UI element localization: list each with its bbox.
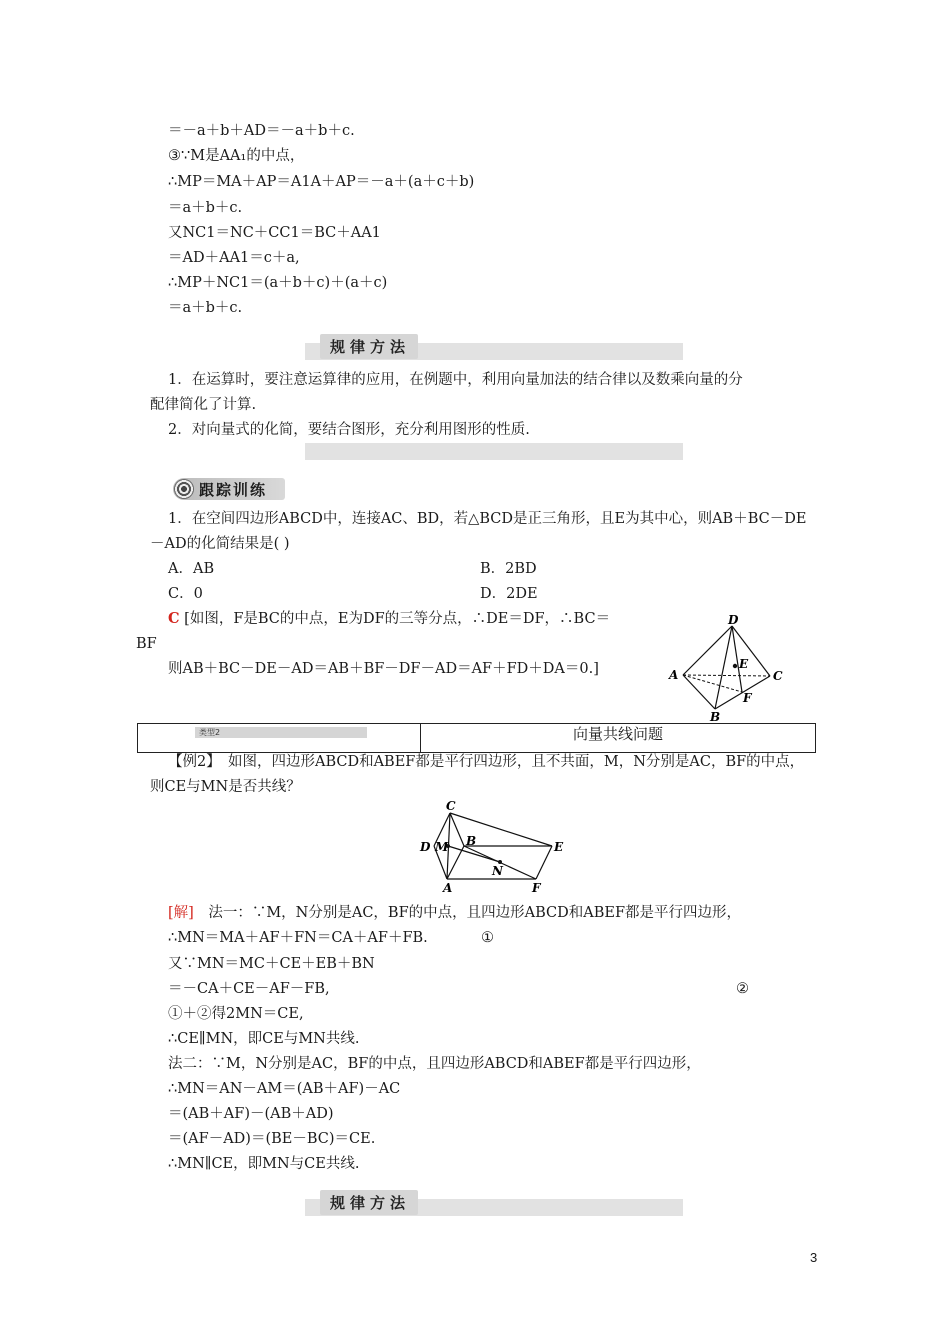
solution-line: ＝(AB＋AF)－(AB＋AD) <box>168 1106 334 1122</box>
option-d: D．2DE <box>480 586 538 602</box>
rule-text: 配律简化了计算. <box>150 397 257 413</box>
example-text: 【例2】 如图，四边形ABCD和ABEF都是平行四边形，且不共面，M，N分别是AC，BF的中点， <box>168 754 805 770</box>
target-icon <box>174 479 194 499</box>
solution-line <box>168 903 741 923</box>
solution-text: BF <box>136 636 157 652</box>
label-A: A <box>669 668 679 682</box>
option-c: C．0 <box>168 586 203 602</box>
derivation-line: 又NC1＝NC＋CC1＝BC＋AA1 <box>168 225 381 241</box>
hidden-edge-AC <box>683 675 770 676</box>
rule-text: 2．对向量式的化简，要结合图形，充分利用图形的性质. <box>168 422 530 438</box>
option-b: B．2BD <box>480 561 537 577</box>
solution-line: ∴MN＝MA＋AF＋FN＝CA＋AF＋FB. <box>168 930 428 946</box>
page-number: 3 <box>810 1250 818 1265</box>
solution-line: ∴MN∥CE，即MN与CE共线. <box>168 1156 360 1172</box>
section-bar <box>305 443 683 460</box>
point-E <box>733 664 737 668</box>
type-box-left <box>138 724 421 752</box>
edge-DC <box>732 626 770 676</box>
label-M: M <box>435 840 449 854</box>
rule-text: 1．在运算时，要注意运算律的应用，在例题中，利用向量加法的结合律以及数乘向量的分 <box>168 372 743 388</box>
label-E: E <box>554 840 564 854</box>
type-box <box>137 723 816 753</box>
label-B: B <box>710 710 721 724</box>
label-F: F <box>532 881 541 895</box>
solution-tag: [解] <box>168 905 194 921</box>
label-D: D <box>728 613 739 627</box>
solution-line: 法二：∵M，N分别是AC，BF的中点，且四边形ABCD和ABEF都是平行四边形， <box>168 1056 701 1072</box>
tetrahedron-figure <box>660 612 790 724</box>
hidden-segment-AF <box>683 675 742 692</box>
label-B: B <box>466 834 477 848</box>
label-C: C <box>773 669 783 683</box>
derivation-line: ③∵M是AA₁的中点， <box>168 148 305 164</box>
label-E: E <box>739 657 749 671</box>
edge-DA <box>683 626 732 675</box>
segment-MN <box>448 846 500 862</box>
equation-marker: ② <box>736 981 749 997</box>
label-D: D <box>420 840 431 854</box>
label-C: C <box>446 800 456 813</box>
solution-line: ＝－CA＋CE－AF－FB, <box>168 981 330 997</box>
derivation-line: ＝AD＋AA1＝c＋a, <box>168 250 300 266</box>
type-title: 向量共线问题 <box>572 725 663 743</box>
derivation-line: ＝－a＋b＋AD＝－a＋b＋c. <box>168 123 355 139</box>
option-a: A．AB <box>168 561 215 577</box>
parallelograms-figure <box>414 800 574 896</box>
solution-line: ∴CE∥MN，即CE与MN共线. <box>168 1031 360 1047</box>
edge-CB <box>450 813 464 846</box>
equation-marker: ① <box>481 930 494 946</box>
derivation-line: ∴MP＝MA＋AP＝A1A＋AP＝－a＋(a＋c＋b) <box>168 174 475 190</box>
question-text: 1．在空间四边形ABCD中，连接AC、BD，若△BCD是正三角形，且E为其中心，则AB＋BC－DE <box>168 511 807 527</box>
solution-text: 法一：∵M，N分别是AC，BF的中点，且四边形ABCD和ABEF都是平行四边形， <box>193 905 742 921</box>
tracking-training-header <box>173 478 285 500</box>
answer-letter: C <box>168 610 180 627</box>
edge-AB <box>447 846 464 879</box>
tracking-training-label: 跟踪训练 <box>199 481 268 499</box>
solution-line: ①＋②得2MN＝CE, <box>168 1006 304 1022</box>
rule-method-header: 规律方法 <box>320 334 418 359</box>
label-A: A <box>443 881 453 895</box>
solution-line <box>168 609 610 629</box>
derivation-line: ∴MP＋NC1＝(a＋b＋c)＋(a＋c) <box>168 275 388 291</box>
solution-line: 又∵MN＝MC＋CE＋EB＋BN <box>168 956 375 972</box>
edge-DB <box>715 626 732 709</box>
solution-text: 则AB＋BC－DE－AD＝AB＋BF－DF－AD＝AF＋FD＋DA＝0.] <box>168 661 599 677</box>
solution-line: ＝(AF－AD)＝(BE－BC)＝CE. <box>168 1131 376 1147</box>
label-F: F <box>743 691 752 705</box>
edge-EF <box>536 846 552 879</box>
type-tag: 类型2 <box>195 727 367 738</box>
question-text: －AD的化简结果是( ) <box>150 536 290 552</box>
rule-method-header: 规律方法 <box>320 1190 418 1215</box>
solution-line: ∴MN＝AN－AM＝(AB＋AF)－AC <box>168 1081 401 1097</box>
label-N: N <box>492 864 503 878</box>
derivation-line: ＝a＋b＋c. <box>168 300 243 316</box>
example-text: 则CE与MN是否共线？ <box>150 779 301 795</box>
solution-text: [如图，F是BC的中点，E为DF的三等分点，∴DE＝DF，∴BC＝ <box>184 611 611 627</box>
derivation-line: ＝a＋b＋c. <box>168 200 243 216</box>
